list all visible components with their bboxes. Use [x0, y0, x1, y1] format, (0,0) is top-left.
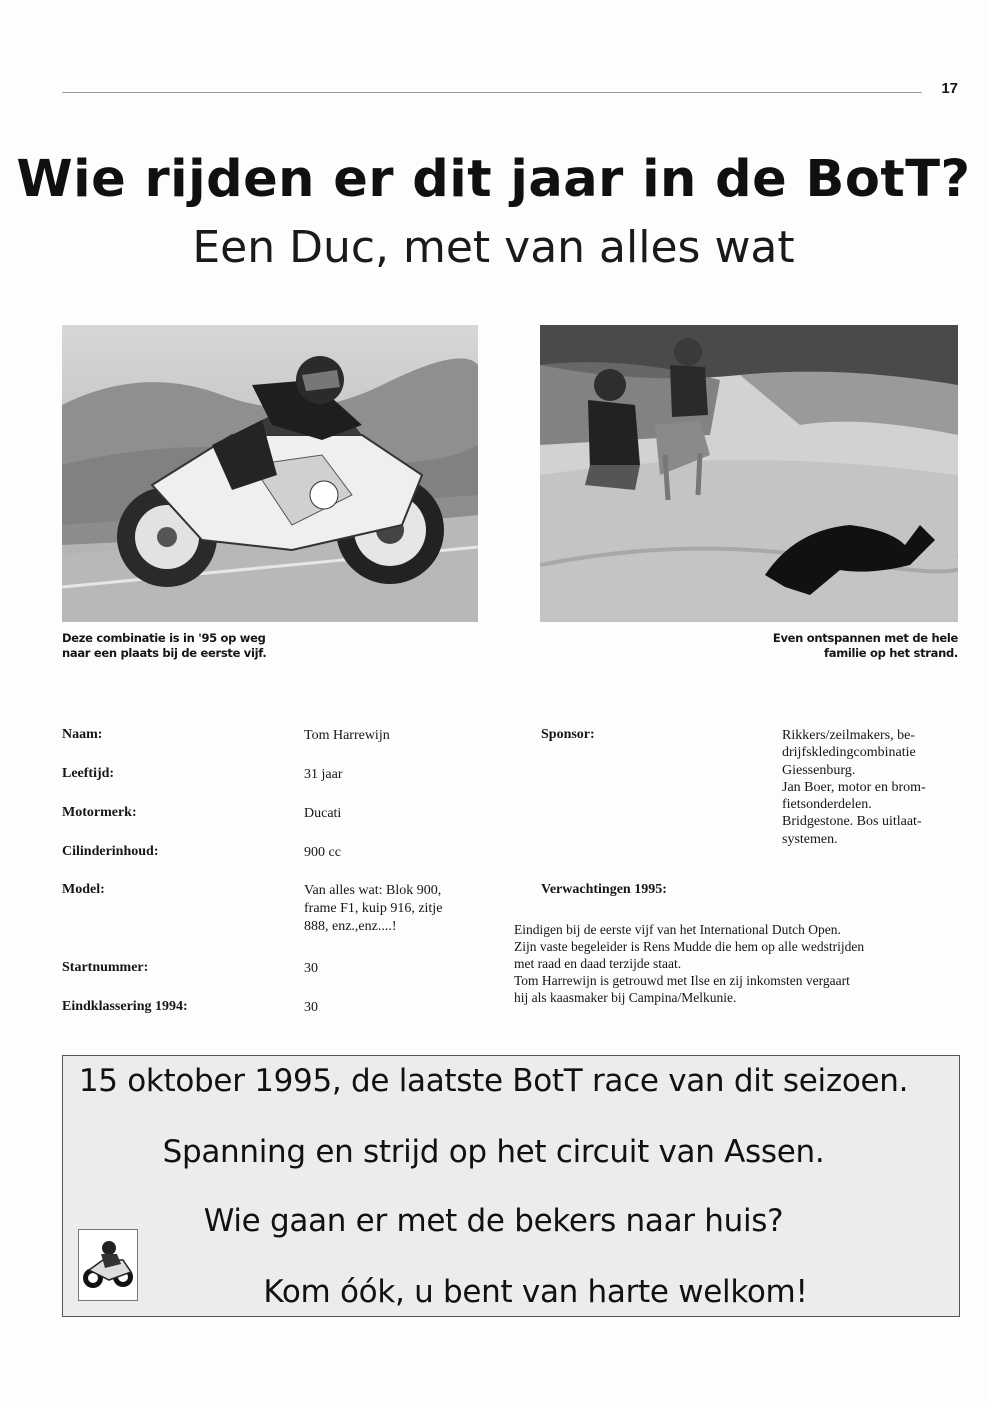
- expectation-line: Eindigen bij de eerste vijf van het International Dutch Open.: [514, 922, 841, 937]
- sponsor-line: systemen.: [782, 831, 838, 847]
- label-startnummer: Startnummer:: [62, 960, 149, 975]
- value-model: [304, 882, 442, 936]
- label-cilinderinhoud: Cilinderinhoud:: [62, 844, 159, 859]
- sponsor-line: drijfskledingcombinatie: [782, 745, 916, 761]
- sponsor-line: Rikkers/zeilmakers, be-: [782, 728, 915, 743]
- label-eindklassering: Eindklassering 1994:: [62, 999, 188, 1014]
- value-naam: Tom Harrewijn: [304, 728, 390, 743]
- announcement-line-3: Wie gaan er met de bekers naar huis?: [203, 1203, 784, 1239]
- page-number: 17: [941, 80, 958, 97]
- label-leeftijd: Leeftijd:: [62, 766, 115, 781]
- sponsor-line: Bridgestone. Bos uitlaat-: [782, 814, 922, 830]
- label-model: Model:: [62, 882, 105, 897]
- value-leeftijd: 31 jaar: [304, 767, 343, 782]
- value-sponsor: [782, 727, 926, 848]
- announcement-line-4: Kom óók, u bent van harte welkom!: [263, 1274, 808, 1310]
- label-verwachtingen: Verwachtingen 1995:: [541, 882, 667, 897]
- photo-beach-dogs: [540, 325, 958, 622]
- value-verwachtingen: [514, 921, 958, 1006]
- expectation-line: hij als kaasmaker bij Campina/Melkunie.: [514, 990, 737, 1005]
- expectation-line: Zijn vaste begeleider is Rens Mudde die hem op alle wedstrijden: [514, 939, 865, 954]
- photo-motorcycle-racer: [62, 325, 478, 622]
- value-startnummer: 30: [304, 961, 318, 976]
- value-cilinderinhoud: 900 cc: [304, 845, 341, 860]
- photo-caption-left: [62, 631, 266, 661]
- expectation-line: Tom Harrewijn is getrouwd met Ilse en zij inkomsten vergaart: [514, 973, 850, 988]
- motorcycle-racer-icon: [78, 1229, 138, 1301]
- article-title: Wie rijden er dit jaar in de BotT?: [16, 150, 971, 209]
- model-line: Van alles wat: Blok 900,: [304, 883, 442, 898]
- article-subtitle: Een Duc, met van alles wat: [192, 222, 795, 273]
- caption-line: Deze combinatie is in '95 op weg: [62, 631, 266, 645]
- photo-caption-right: [700, 631, 958, 661]
- sponsor-line: fietsonderdelen.: [782, 797, 872, 813]
- value-motormerk: Ducati: [304, 806, 342, 821]
- label-motormerk: Motormerk:: [62, 805, 137, 820]
- expectation-line: met raad en daad terzijde staat.: [514, 956, 682, 971]
- model-line: 888, enz.,enz....!: [304, 919, 397, 934]
- sponsor-line: Jan Boer, motor en brom-: [782, 779, 926, 795]
- caption-line: Even ontspannen met de hele: [772, 631, 958, 645]
- label-naam: Naam:: [62, 727, 103, 742]
- header-rule: [62, 92, 922, 93]
- announcement-line-2: Spanning en strijd op het circuit van Assen.: [162, 1134, 825, 1170]
- model-line: frame F1, kuip 916, zitje: [304, 901, 443, 916]
- label-sponsor: Sponsor:: [541, 727, 595, 742]
- announcement-line-1: 15 oktober 1995, de laatste BotT race van dit seizoen.: [78, 1063, 909, 1099]
- value-eindklassering: 30: [304, 1000, 318, 1015]
- sponsor-line: Giessenburg.: [782, 762, 856, 778]
- caption-line: naar een plaats bij de eerste vijf.: [62, 646, 267, 660]
- caption-line: familie op het strand.: [824, 646, 958, 660]
